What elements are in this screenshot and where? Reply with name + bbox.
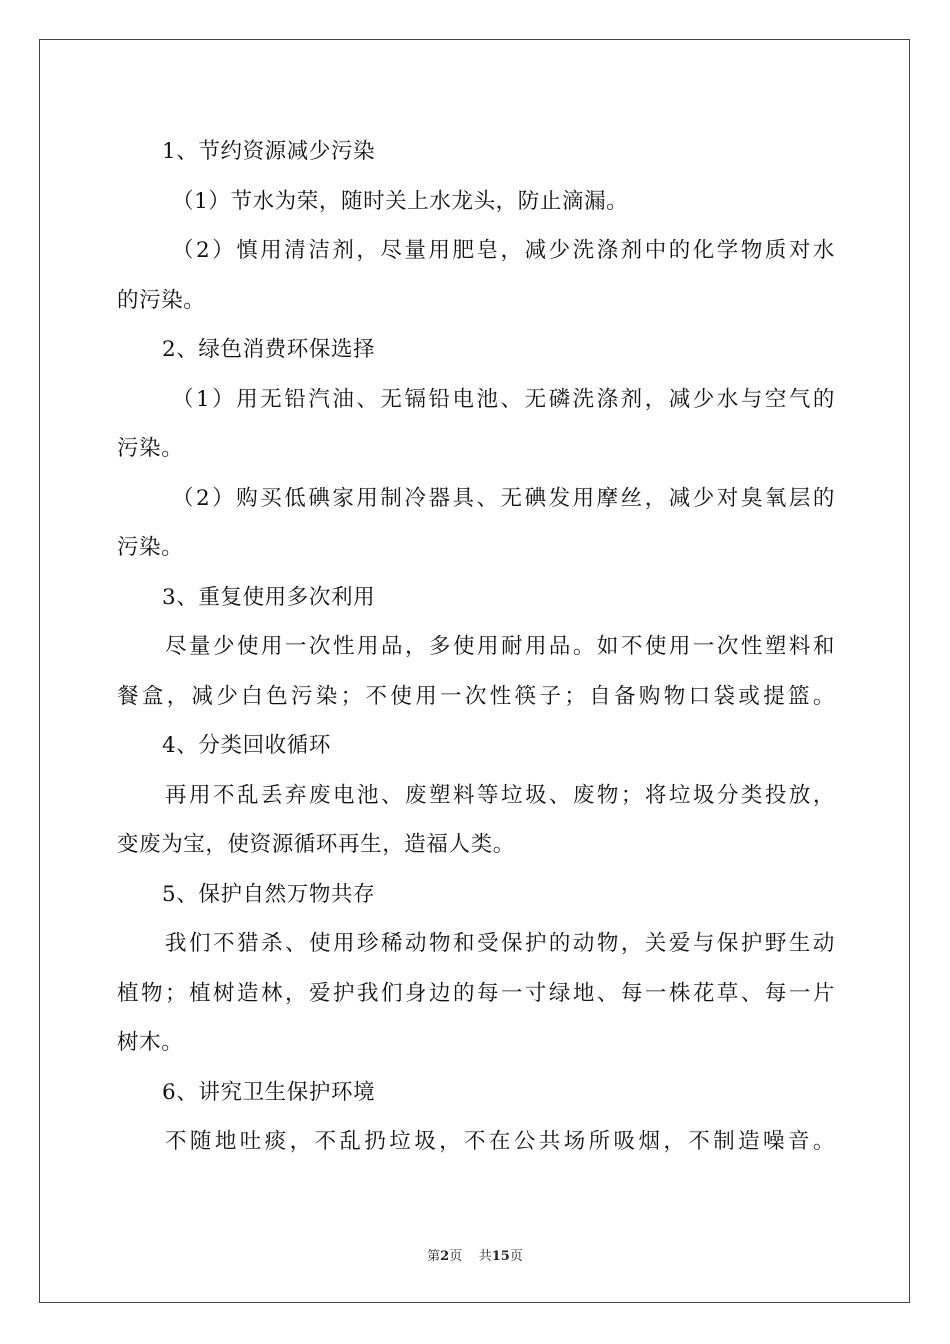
list-item-continuation: 污染。 [117, 436, 184, 461]
page-suffix: 页 [449, 1249, 463, 1264]
paragraph-line: 植物；植树造林，爱护我们身边的每一寸绿地、每一株花草、每一片 [117, 980, 835, 1006]
section-heading-6: 6、讲究卫生保护环境 [162, 1079, 376, 1105]
section-heading-5: 5、保护自然万物共存 [162, 881, 376, 907]
paragraph-line: 尽量少使用一次性用品，多使用耐用品。如不使用一次性塑料和 [165, 634, 835, 659]
total-pages: 15 [491, 1249, 510, 1264]
section-heading-2: 2、绿色消费环保选择 [162, 337, 376, 362]
paragraph-line: 不随地吐痰，不乱扔垃圾，不在公共场所吸烟，不制造噪音。 [165, 1129, 835, 1154]
list-item-continuation: 污染。 [117, 535, 184, 560]
section-heading-3: 3、重复使用多次利用 [162, 584, 376, 610]
total-prefix: 共 [478, 1249, 492, 1264]
paragraph-line: 餐盒，减少白色污染；不使用一次性筷子；自备购物口袋或提篮。 [117, 683, 835, 709]
page-number: 2 [440, 1249, 450, 1264]
page-prefix: 第 [427, 1249, 441, 1264]
paragraph-line: 树木。 [117, 1030, 184, 1055]
paragraph-line: 我们不猎杀、使用珍稀动物和受保护的动物，关爱与保护野生动 [165, 931, 835, 956]
document-body [117, 127, 835, 1167]
list-item-continuation: 的污染。 [117, 287, 206, 313]
paragraph-line: 变废为宝，使资源循环再生，造福人类。 [117, 832, 515, 857]
section-heading-1: 1、节约资源减少污染 [162, 139, 376, 164]
list-item: （2）购买低碘家用制冷器具、无碘发用摩丝，减少对臭氧层的 [172, 485, 835, 511]
list-item: （2）慎用清洁剂，尽量用肥皂，减少洗涤剂中的化学物质对水 [172, 238, 835, 263]
paragraph-line: 再用不乱丢弃废电池、废塑料等垃圾、废物；将垃圾分类投放， [165, 782, 835, 808]
total-suffix: 页 [509, 1249, 523, 1264]
list-item: （1）用无铅汽油、无镉铅电池、无磷洗涤剂，减少水与空气的 [172, 386, 835, 412]
section-heading-4: 4、分类回收循环 [162, 733, 331, 758]
list-item: （1）节水为荣，随时关上水龙头，防止滴漏。 [172, 188, 629, 214]
page-footer [0, 1245, 950, 1264]
